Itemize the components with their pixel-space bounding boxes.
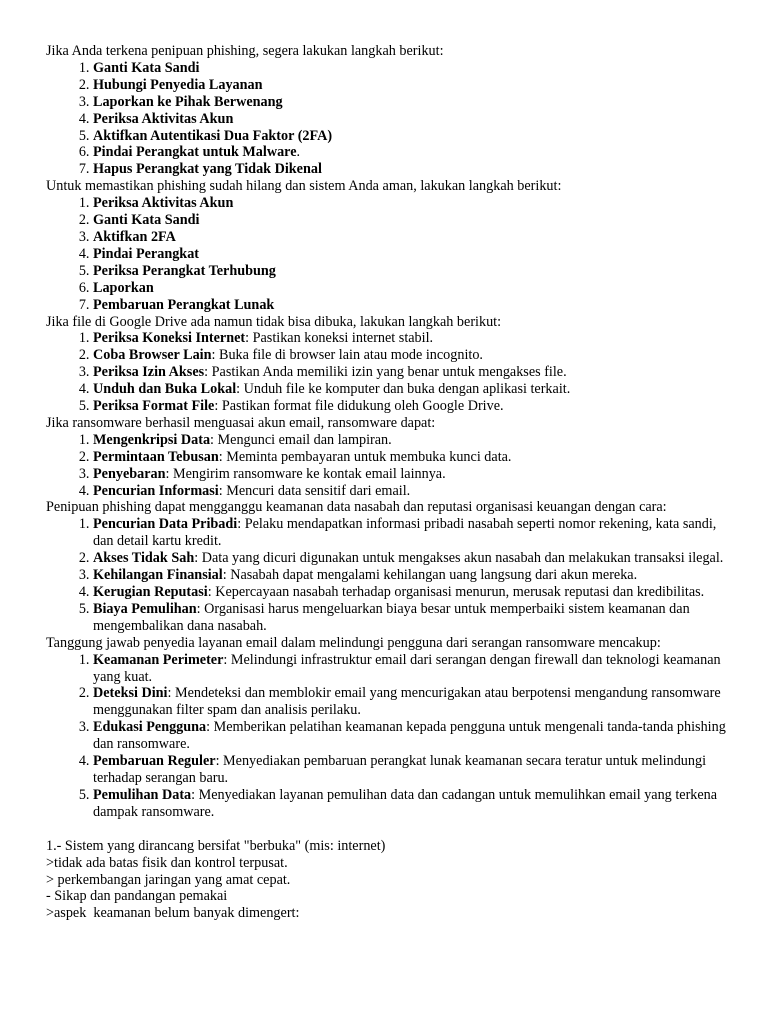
section-intro: Untuk memastikan phishing sudah hilang dan sistem Anda aman, lakukan langkah berikut: <box>46 178 562 195</box>
list-item-title: Pencurian Data Pribadi <box>93 516 238 533</box>
list-item <box>93 567 726 584</box>
list-item-title: Aktifkan Autentikasi Dua Faktor (2FA) <box>93 127 333 144</box>
list-item <box>93 364 726 381</box>
note-line: > perkembangan jaringan yang amat cepat. <box>46 871 291 888</box>
list-item-text: : Pelaku mendapatkan informasi pribadi nasabah seperti nomor rekening, kata sandi, dan detail kartu kredit. <box>93 516 717 550</box>
numbered-list <box>46 652 726 821</box>
list-item <box>93 719 726 753</box>
list-item-text: : Pastikan Anda memiliki izin yang benar untuk mengakses file. <box>204 364 567 381</box>
list-item-title: Periksa Aktivitas Akun <box>93 110 234 127</box>
list-item-title: Periksa Aktivitas Akun <box>93 195 234 212</box>
note-line: >tidak ada batas fisik dan kontrol terpusat. <box>46 854 288 871</box>
list-item <box>93 347 726 364</box>
note-line: - Sikap dan pandangan pemakai <box>46 888 228 905</box>
list-item <box>93 77 726 94</box>
list-item-title: Periksa Format File <box>93 398 215 415</box>
list-item <box>93 212 726 229</box>
list-item-title: Pindai Perangkat <box>93 245 200 262</box>
list-item <box>93 381 726 398</box>
list-item <box>93 466 726 483</box>
list-item-text: : Mencuri data sensitif dari email. <box>218 482 411 499</box>
section-intro: Penipuan phishing dapat mengganggu keamanan data nasabah dan reputasi organisasi keuangan dengan cara: <box>46 499 667 516</box>
list-item <box>93 584 726 601</box>
list-item <box>93 128 726 145</box>
list-item-text: : Pastikan format file didukung oleh Google Drive. <box>214 398 504 415</box>
numbered-list <box>46 330 726 415</box>
list-item-title: Permintaan Tebusan <box>93 448 219 465</box>
list-item-title: Kerugian Reputasi <box>93 584 208 600</box>
note-line: 1.- Sistem yang dirancang bersifat "berbuka" (mis: internet) <box>46 837 386 854</box>
list-item <box>93 280 726 297</box>
numbered-list <box>46 60 726 178</box>
list-item-text: : Unduh file ke komputer dan buka dengan aplikasi terkait. <box>236 381 571 398</box>
list-item-title: Pencurian Informasi <box>93 482 219 499</box>
section-intro: Tanggung jawab penyedia layanan email dalam melindungi pengguna dari serangan ransomware mencakup: <box>46 634 661 651</box>
list-item-text: . <box>296 144 301 161</box>
list-item-title: Pembaruan Perangkat Lunak <box>93 296 275 313</box>
list-item-text: : Mengunci email dan lampiran. <box>210 431 392 448</box>
list-item <box>93 297 726 314</box>
list-item <box>93 263 726 280</box>
list-item-text: : Melindungi infrastruktur email dari serangan dengan firewall dan teknologi keamanan yang kuat. <box>93 651 721 685</box>
numbered-list <box>46 432 726 500</box>
list-item <box>93 753 726 787</box>
list-item <box>93 432 726 449</box>
list-item <box>93 516 726 550</box>
list-item-text: : Kepercayaan nasabah terhadap organisasi menurun, merusak reputasi dan kredibilitas. <box>207 584 705 600</box>
section-intro: Jika ransomware berhasil menguasai akun email, ransomware dapat: <box>46 414 436 431</box>
list-item <box>93 652 726 686</box>
list-item <box>93 161 726 178</box>
list-item-title: Akses Tidak Sah <box>93 550 195 567</box>
list-item <box>93 195 726 212</box>
list-item-text: : Buka file di browser lain atau mode incognito. <box>211 347 483 364</box>
list-item-title: Kehilangan Finansial <box>93 567 223 584</box>
list-item-text: : Memberikan pelatihan keamanan kepada pengguna untuk mengenali tanda-tanda phishing dan ransomware. <box>93 719 726 753</box>
list-item-title: Pindai Perangkat untuk Malware <box>93 144 297 161</box>
section-intro: Jika file di Google Drive ada namun tidak bisa dibuka, lakukan langkah berikut: <box>46 313 502 330</box>
document-body <box>46 43 726 922</box>
list-item-text: : Pastikan koneksi internet stabil. <box>245 330 434 347</box>
list-item-text: : Mendeteksi dan memblokir email yang mencurigakan atau berpotensi mengandung ransomware menggunakan filter spam dan analisis perilaku. <box>93 685 721 719</box>
list-item-title: Hubungi Penyedia Layanan <box>93 76 263 93</box>
list-item-title: Keamanan Perimeter <box>93 651 224 668</box>
list-item <box>93 330 726 347</box>
list-item-text: : Meminta pembayaran untuk membuka kunci data. <box>218 448 512 465</box>
list-item-title: Pemulihan Data <box>93 786 192 803</box>
list-item-title: Periksa Izin Akses <box>93 364 205 381</box>
list-item-title: Ganti Kata Sandi <box>93 59 200 76</box>
list-item-title: Ganti Kata Sandi <box>93 212 200 229</box>
list-item <box>93 60 726 77</box>
list-item-text: : Menyediakan pembaruan perangkat lunak keamanan secara teratur untuk melindungi terhadap serangan baru. <box>93 753 707 786</box>
list-item-title: Mengenkripsi Data <box>93 431 211 448</box>
list-item-title: Pembaruan Reguler <box>93 753 216 770</box>
list-item <box>93 449 726 466</box>
list-item <box>93 601 726 635</box>
list-item <box>93 111 726 128</box>
list-item-text: : Nasabah dapat mengalami kehilangan uang langsung dari akun mereka. <box>222 567 638 584</box>
list-item-title: Laporkan <box>93 279 154 296</box>
list-item-title: Hapus Perangkat yang Tidak Dikenal <box>93 161 322 178</box>
list-item <box>93 787 726 821</box>
list-item-title: Periksa Koneksi Internet <box>93 330 246 347</box>
section-intro: Jika Anda terkena penipuan phishing, segera lakukan langkah berikut: <box>46 43 444 59</box>
list-item <box>93 246 726 263</box>
list-item-title: Periksa Perangkat Terhubung <box>93 262 276 279</box>
list-item-title: Penyebaran <box>93 465 166 482</box>
list-item <box>93 229 726 246</box>
list-item-text: : Organisasi harus mengeluarkan biaya besar untuk memperbaiki sistem keamanan dan mengembalikan dana nasabah. <box>93 600 690 634</box>
numbered-list <box>46 516 726 634</box>
list-item <box>93 144 726 161</box>
list-item-title: Deteksi Dini <box>93 685 168 702</box>
list-item-title: Biaya Pemulihan <box>93 600 197 617</box>
list-item <box>93 483 726 500</box>
note-line: >aspek keamanan belum banyak dimengert: <box>46 905 300 922</box>
list-item-title: Aktifkan 2FA <box>93 228 176 245</box>
list-item-title: Coba Browser Lain <box>93 347 212 364</box>
list-item-title: Edukasi Pengguna <box>93 719 207 736</box>
list-item <box>93 94 726 111</box>
list-item-text: : Data yang dicuri digunakan untuk mengakses akun nasabah dan melakukan transaksi ilegal. <box>194 550 724 567</box>
list-item <box>93 550 726 567</box>
list-item-title: Unduh dan Buka Lokal <box>93 381 237 398</box>
list-item-text: : Menyediakan layanan pemulihan data dan cadangan untuk memulihkan email yang terkena dampak ransomware. <box>93 786 718 820</box>
list-item-text: : Mengirim ransomware ke kontak email lainnya. <box>165 465 446 482</box>
list-item <box>93 685 726 719</box>
list-item-title: Laporkan ke Pihak Berwenang <box>93 93 283 110</box>
list-item <box>93 398 726 415</box>
numbered-list <box>46 195 726 313</box>
